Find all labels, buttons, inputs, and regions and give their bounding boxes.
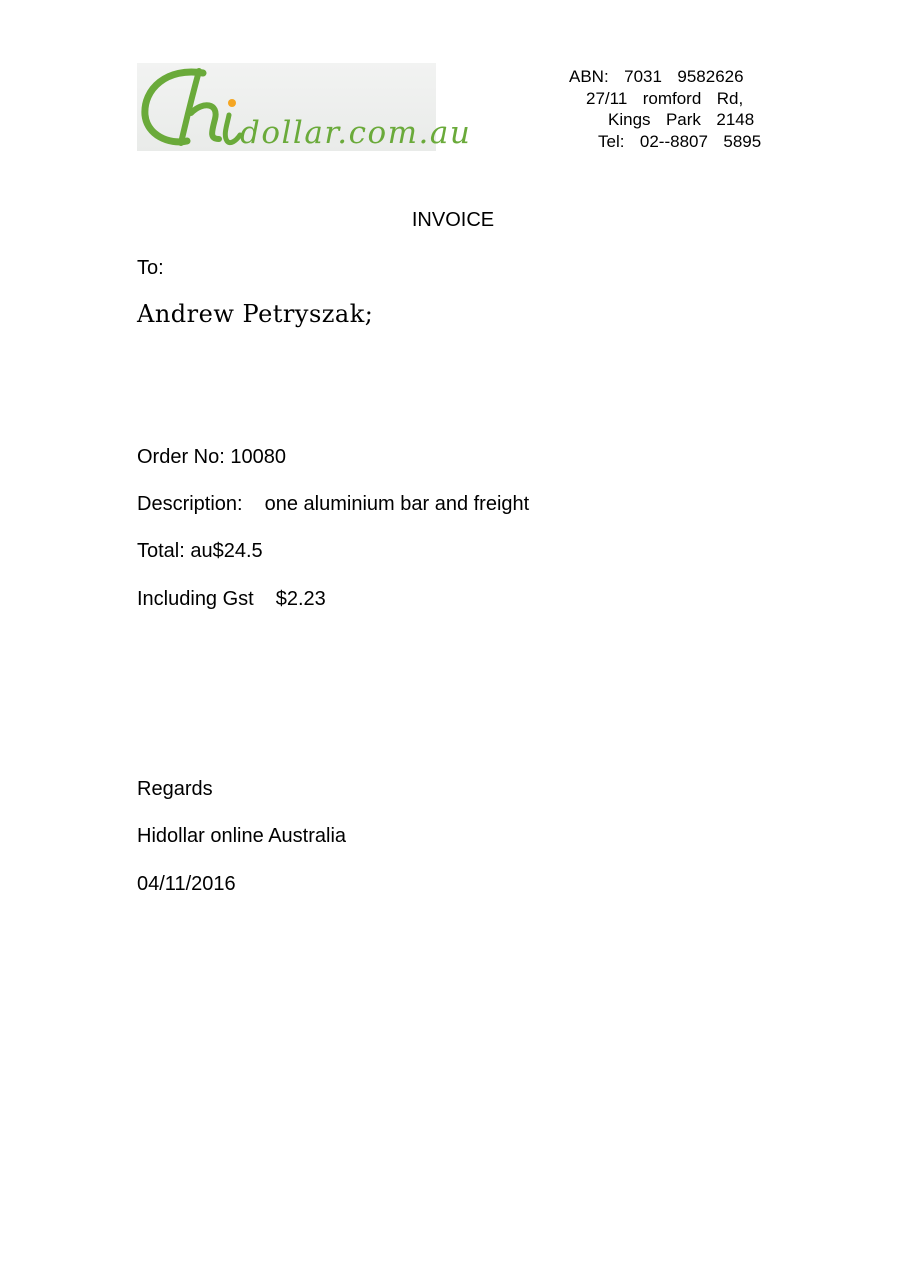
company-logo bbox=[137, 63, 472, 151]
recipient-name: Andrew Petryszak; bbox=[137, 300, 374, 328]
company-address-line2: Kings Park 2148 bbox=[608, 110, 755, 129]
company-telephone: Tel: 02--8807 5895 bbox=[598, 131, 762, 151]
gst-value: $2.23 bbox=[275, 588, 326, 610]
logo-text: dollar.com.au bbox=[240, 115, 472, 151]
order-number-line bbox=[137, 446, 286, 469]
order-number-value: 10080 bbox=[230, 446, 286, 468]
company-address-line1: 27/11 romford Rd, bbox=[586, 88, 744, 108]
total-label: Total: bbox=[137, 540, 191, 562]
gst-label: Including Gst bbox=[137, 588, 254, 610]
total-line bbox=[137, 540, 263, 563]
hidollar-logo-graphic bbox=[137, 63, 472, 151]
total-value: au$24.5 bbox=[190, 540, 263, 562]
description-value: one aluminium bar and freight bbox=[264, 493, 530, 515]
invoice-date: 04/11/2016 bbox=[137, 873, 236, 895]
company-contact-block bbox=[540, 66, 800, 152]
description-line bbox=[137, 493, 529, 516]
regards-text: Regards bbox=[137, 778, 213, 800]
order-number-label: Order No: bbox=[137, 446, 231, 468]
signature-company-name: Hidollar online Australia bbox=[137, 825, 347, 847]
company-abn: ABN: 7031 9582626 bbox=[569, 67, 744, 86]
invoice-title: INVOICE bbox=[411, 209, 495, 231]
gst-line bbox=[137, 588, 326, 611]
description-label: Description: bbox=[137, 493, 243, 515]
to-label: To: bbox=[137, 257, 164, 279]
